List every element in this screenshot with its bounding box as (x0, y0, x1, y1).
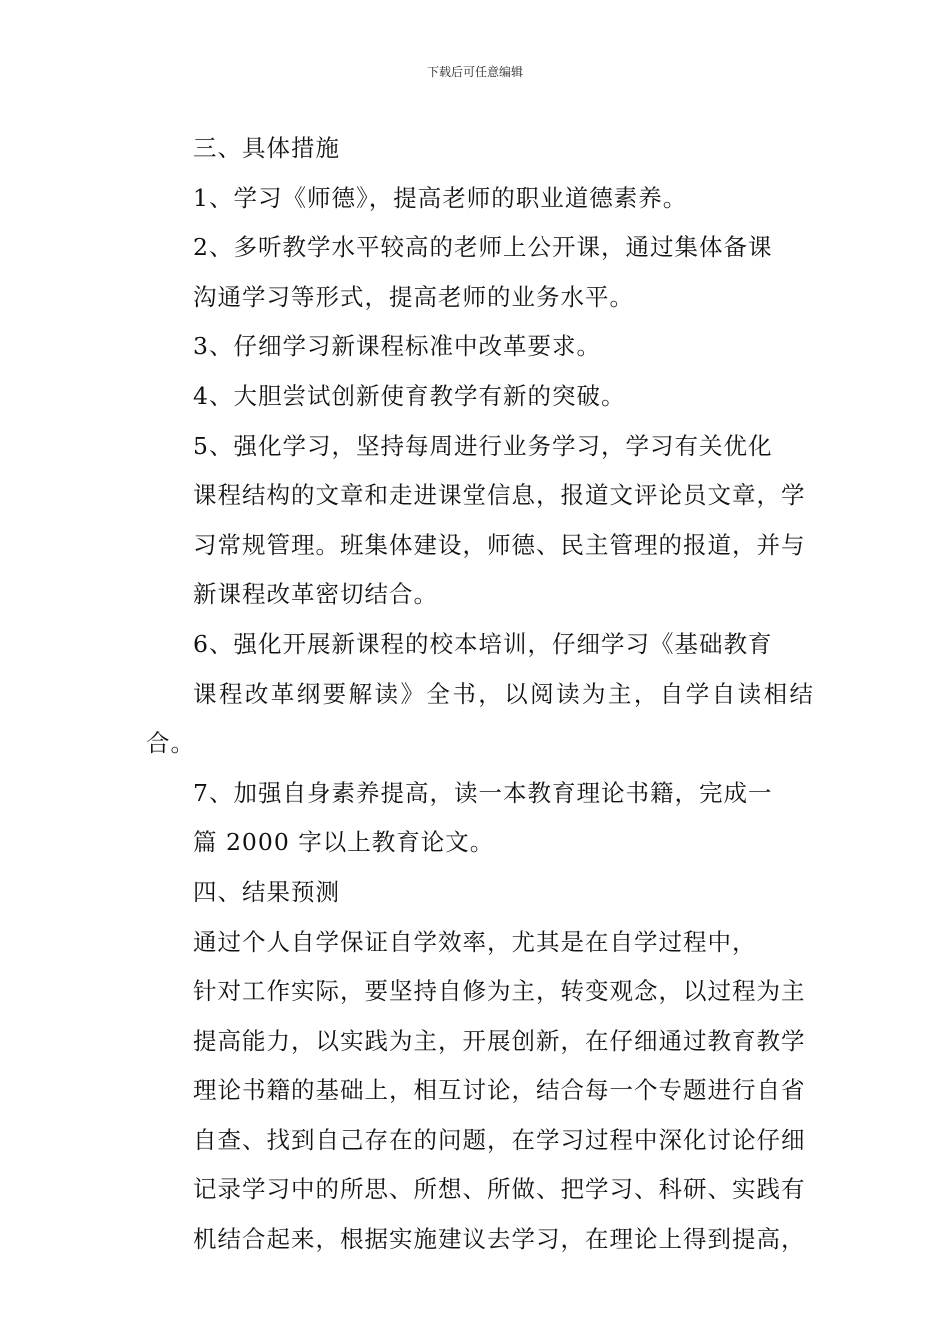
paragraph-line: 习常规管理。班集体建设，师德、民主管理的报道，并与 (193, 530, 806, 559)
paragraph-line: 自查、找到自己存在的问题，在学习过程中深化讨论仔细 (193, 1125, 806, 1154)
paragraph-line: 1、学习《师德》，提高老师的职业道德素养。 (193, 183, 688, 212)
paragraph-line: 5、强化学习，坚持每周进行业务学习，学习有关优化 (193, 431, 773, 460)
paragraph-line: 沟通学习等形式，提高老师的业务水平。 (193, 282, 634, 311)
paragraph (146, 322, 814, 372)
paragraph-line: 2、多听教学水平较高的老师上公开课，通过集体备课 (193, 233, 773, 262)
paragraph (146, 422, 814, 620)
paragraph-line: 3、仔细学习新课程标准中改革要求。 (193, 332, 601, 361)
paragraph-line: 7、加强自身素养提高，读一本教育理论书籍，完成一 (193, 778, 773, 807)
paragraph (146, 124, 814, 174)
page-header: 下载后可任意编辑 (426, 65, 523, 79)
paragraph-line: 课程结构的文章和走进课堂信息，报道文评论员文章，学 (193, 481, 806, 510)
document-body (146, 124, 814, 1265)
paragraph (146, 174, 814, 224)
paragraph-line: 记录学习中的所思、所想、所做、把学习、科研、实践有 (193, 1175, 806, 1204)
paragraph (146, 769, 814, 868)
paragraph (146, 372, 814, 422)
paragraph-line: 四、结果预测 (193, 877, 340, 906)
paragraph-line: 新课程改革密切结合。 (193, 580, 438, 609)
paragraph-line: 通过个人自学保证自学效率，尤其是在自学过程中， (193, 927, 757, 956)
paragraph-line: 4、大胆尝试创新使育教学有新的突破。 (193, 381, 626, 410)
paragraph-line: 理论书籍的基础上，相互讨论，结合每一个专题进行自省 (193, 1076, 806, 1105)
paragraph-line: 篇 2000 字以上教育论文。 (193, 828, 495, 857)
paragraph-line: 三、具体措施 (193, 134, 340, 162)
paragraph-line: 6、强化开展新课程的校本培训，仔细学习《基础教育 (193, 629, 773, 658)
paragraph (146, 223, 814, 322)
paragraph (146, 620, 814, 769)
paragraph-line: 提高能力，以实践为主，开展创新，在仔细通过教育教学 (193, 1026, 806, 1055)
paragraph-line: 机结合起来，根据实施建议去学习，在理论上得到提高， (193, 1225, 806, 1254)
paragraph-line: 针对工作实际，要坚持自修为主，转变观念，以过程为主 (193, 977, 806, 1006)
paragraph (146, 868, 814, 918)
paragraph-line: 课程改革纲要解读》全书，以阅读为主，自学自读相结合。 (146, 679, 814, 758)
paragraph (146, 918, 814, 1265)
